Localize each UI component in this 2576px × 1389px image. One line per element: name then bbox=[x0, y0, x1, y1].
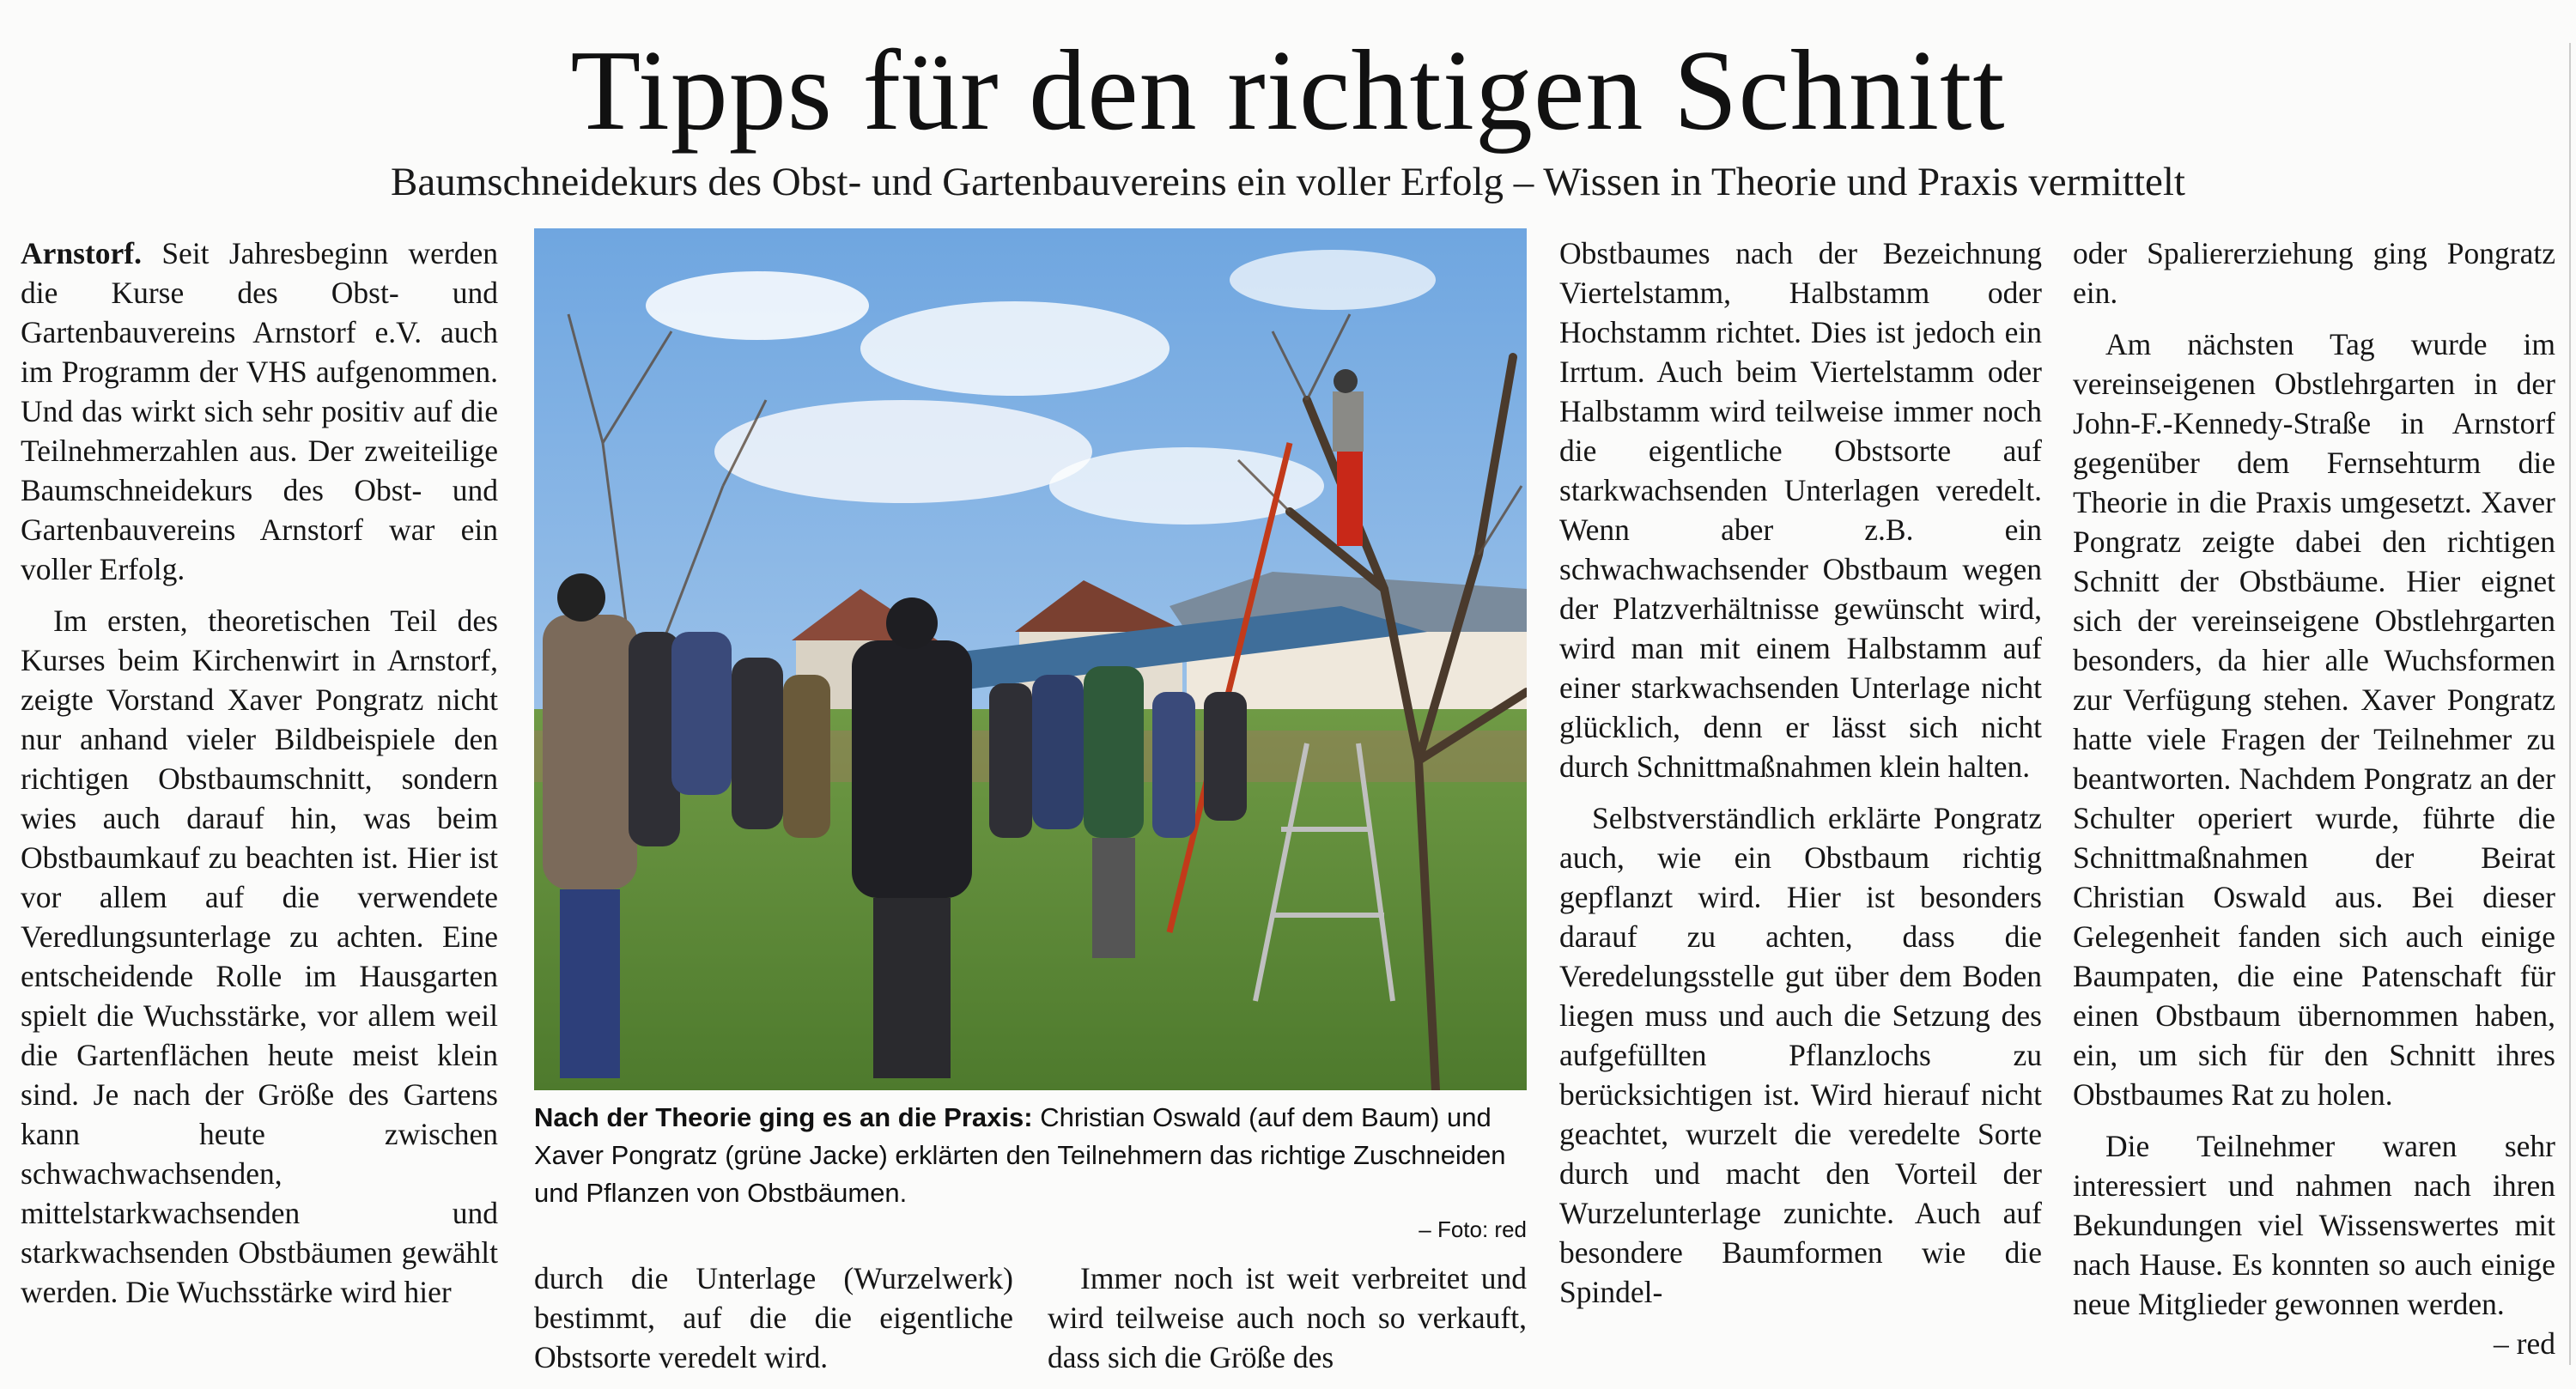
photo-illustration bbox=[534, 228, 1527, 1090]
caption-lead: Nach der Theorie ging es an die Praxis: bbox=[534, 1102, 1033, 1132]
paragraph: Immer noch ist weit verbreitet und wird teilweise auch noch so verkauft, dass sich die Größe des bbox=[1048, 1261, 1527, 1374]
article-column-4 bbox=[1559, 234, 2042, 1324]
headline: Tipps für den richtigen Schnitt bbox=[570, 27, 2006, 154]
column-rule bbox=[2569, 43, 2571, 1365]
photo-credit: – Foto: red bbox=[1419, 1216, 1527, 1242]
paragraph: Am nächsten Tag wurde im vereinseigenen Obstlehrgarten in der John-F.-Kennedy-Straße in Arnstorf gegenüber dem Fernsehturm die Theorie in die Praxis umgesetzt. Xaver Pongratz zeigte dabei den richtigen Schnitt der Obstbäume. Hier eignet sich der vereinseigene Obstlehrgarten besonders, da hier alle Wuchsformen zur Verfügung stehen. Xaver Pongratz hatte viele Fragen der Teilnehmer zu beantworten. Nachdem Pongratz an der Schulter operiert wurde, führte die Schnittmaßnahmen der Beirat Christian Oswald aus. Bei dieser Gelegenheit fanden sich auch einige Baumpaten, die eine Patenschaft für einen Obstbaum übernommen haben, ein, um sich für den Schnitt ihres Obstbaumes Rat zu holen. bbox=[2073, 327, 2555, 1112]
paragraph: Selbstverständlich erklärte Pongratz auch, wie ein Obstbaum richtig gepflanzt wird. Hier ist besonders darauf zu achten, dass die Veredelungsstelle gut über dem Boden liegen muss und auch die Setzung des aufgefüllten Pflanzlochs zu berücksichtigen ist. Wird hierauf nicht geachtet, wurzelt die veredelte Sorte durch und macht den Vorteil der Wurzelunterlage zunichte. Auch auf besondere Baumformen wie die Spindel- bbox=[1559, 801, 2042, 1309]
paragraph-text: Die Teilnehmer waren sehr interessiert und nahmen nach ihren Bekundungen viel Wissenswertes mit nach Hause. Es konnten so auch einige neue Mitglieder gewonnen werden. bbox=[2073, 1129, 2555, 1321]
photo-caption bbox=[534, 1099, 1527, 1246]
paragraph: Im ersten, theoretischen Teil des Kurses beim Kirchenwirt in Arnstorf, zeigte Vorstand Xaver Pongratz nicht nur anhand vieler Bildbeispiele den richtigen Obstbaumschnitt, sondern wies auch darauf hin, was beim Obstbaumkauf zu beachten ist. Hier ist vor allem auf die verwendete Veredlungsunterlage zu achten. Eine entscheidende Rolle im Hausgarten spielt die Wuchsstärke, vor allem weil die Gartenflächen heute meist klein sind. Je nach der Größe des Gartens kann heute zwischen schwachwachsenden, mittelstarkwachsenden und starkwachsenden Obstbäumen gewählt werden. Die Wuchsstärke wird hier bbox=[21, 604, 498, 1309]
dateline: Arnstorf. bbox=[21, 236, 142, 270]
paragraph: Obstbaumes nach der Bezeichnung Viertelstamm, Halbstamm oder Hochstamm richtet. Dies ist jedoch ein Irrtum. Auch beim Viertelstamm oder Halbstamm wird teilweise immer noch die eigentliche Obstsorte auf starkwachsenden Unterlagen veredelt. Wenn aber z.B. ein schwachwachsender Obstbaum wegen der Platzverhältnisse gewünscht wird, wird man mit einem Halbstamm auf einer starkwachsenden Unterlage nicht glücklich, denn er lässt sich nicht durch Schnittmaßnahmen klein halten. bbox=[1559, 236, 2042, 784]
caption-text: Christian Oswald (auf dem Baum) und Xaver Pongratz (grüne Jacke) erklärten den Teilnehmern das richtige Zuschneiden und Pflanzen von Obstbäumen. bbox=[534, 1102, 1506, 1208]
article-column-2 bbox=[534, 1259, 1013, 1389]
paragraph: oder Spaliererziehung ging Pongratz ein. bbox=[2073, 236, 2555, 310]
article-column-3 bbox=[1048, 1259, 1527, 1389]
article-photo bbox=[534, 228, 1527, 1090]
subheadline: Baumschneidekurs des Obst- und Gartenbauvereins ein voller Erfolg – Wissen in Theorie und Praxis vermittelt bbox=[390, 160, 2185, 204]
paragraph: durch die Unterlage (Wurzelwerk) bestimmt, auf die die eigentliche Obstsorte veredelt wird. bbox=[534, 1261, 1013, 1374]
article-column-1 bbox=[21, 234, 498, 1324]
paragraph-text: Seit Jahresbeginn werden die Kurse des Obst- und Gartenbauvereins Arnstorf e.V. auch im Programm der VHS aufgenommen. Und das wirkt sich sehr positiv auf die Teilnehmerzahlen aus. Der zweiteilige Baumschneidekurs des Obst- und Gartenbauvereins Arnstorf war ein voller Erfolg. bbox=[21, 236, 498, 586]
paragraph bbox=[21, 234, 498, 589]
paragraph bbox=[2073, 1126, 2555, 1361]
author-signature: – red bbox=[2494, 1326, 2555, 1361]
article-column-5 bbox=[2073, 234, 2555, 1363]
